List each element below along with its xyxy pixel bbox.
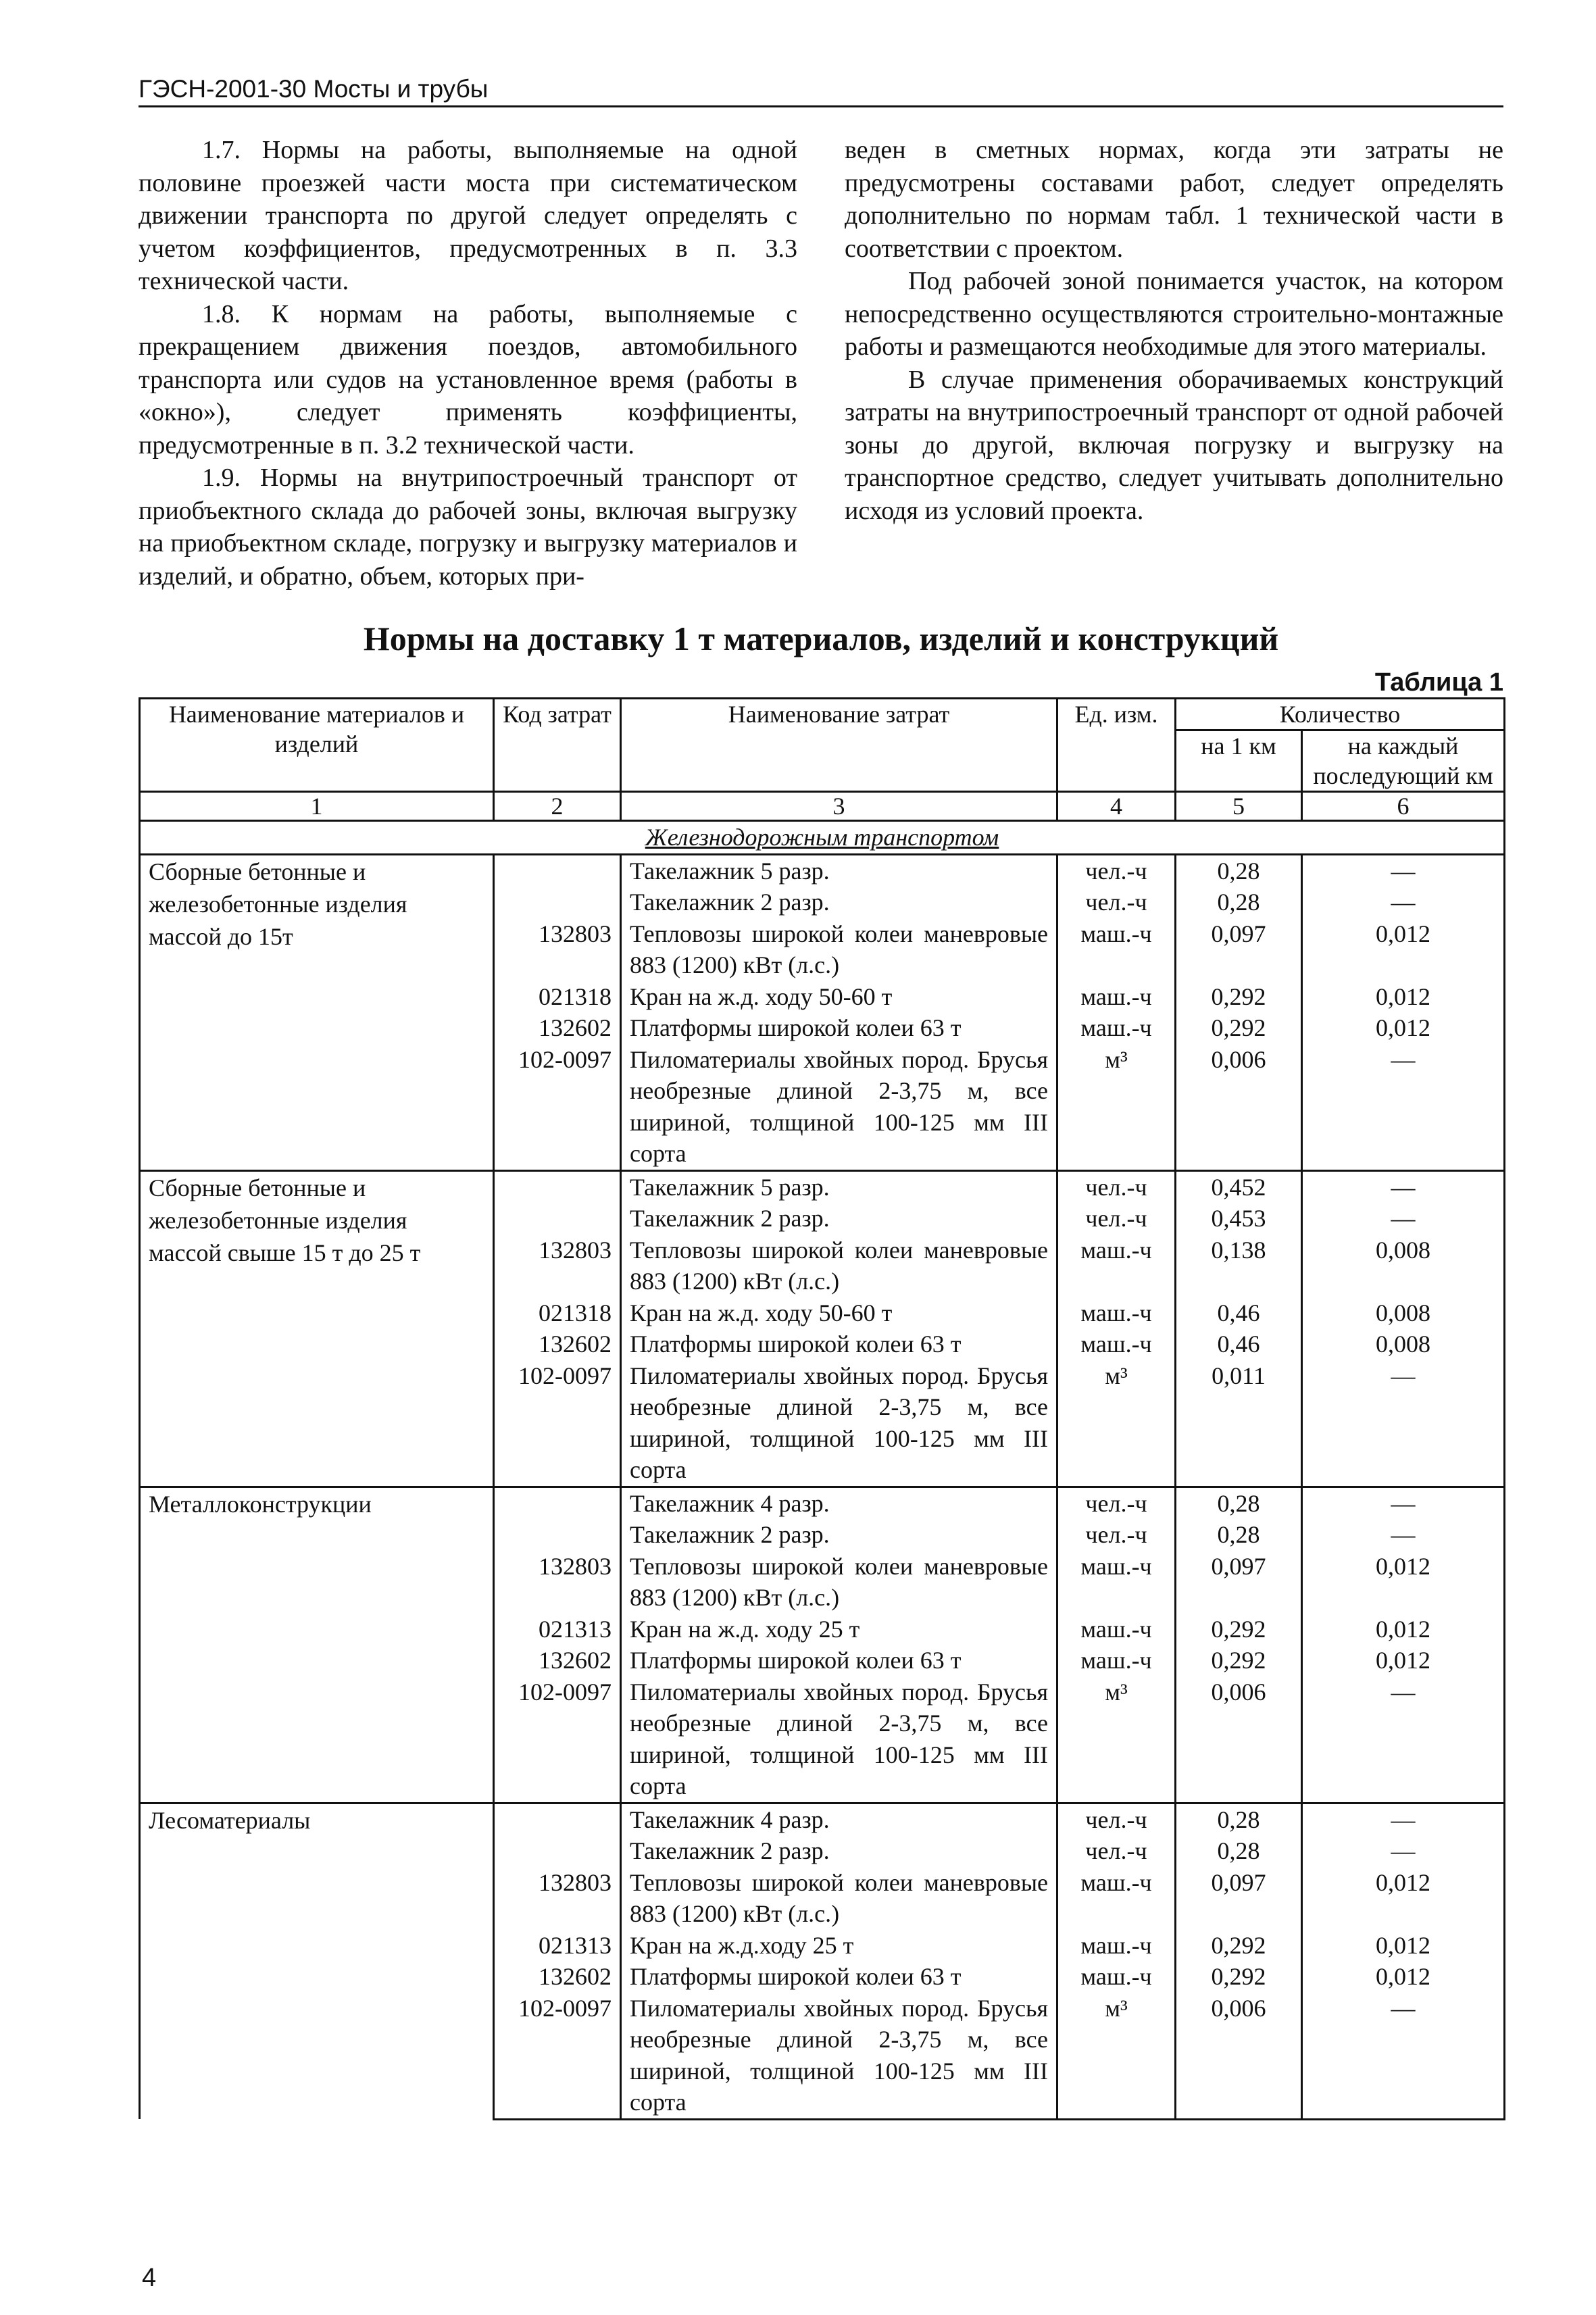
cost-name: Платформы широкой колеи 63 т (621, 1012, 1057, 1044)
quantity-per-next-km: 0,012 (1302, 1645, 1505, 1676)
unit: маш.-ч (1057, 1297, 1176, 1329)
quantity-per-1km: 0,138 (1176, 1235, 1302, 1297)
cost-name: Такелажник 2 разр. (621, 887, 1057, 918)
delivery-norms-table (139, 697, 1505, 2120)
quantity-per-1km: 0,46 (1176, 1297, 1302, 1329)
unit: маш.-ч (1057, 1930, 1176, 1962)
left-column (139, 134, 797, 593)
quantity-per-1km: 0,28 (1176, 887, 1302, 918)
quantity-per-next-km: 0,012 (1302, 1961, 1505, 1993)
cost-code (494, 1835, 621, 1867)
cost-code (494, 1203, 621, 1235)
cost-name: Платформы широкой колеи 63 т (621, 1645, 1057, 1676)
cost-name: Такелажник 4 разр. (621, 1803, 1057, 1835)
unit: маш.-ч (1057, 1645, 1176, 1676)
quantity-per-next-km: 0,008 (1302, 1297, 1505, 1329)
quantity-per-next-km: — (1302, 1360, 1505, 1487)
cost-code: 102-0097 (494, 1676, 621, 1803)
unit: маш.-ч (1057, 1235, 1176, 1297)
cost-name: Пиломатериалы хвойных пород. Брусья необрезные длиной 2-3,75 м, все шириной, толщиной 100-125 мм III сорта (621, 1993, 1057, 2120)
text-columns (139, 134, 1503, 620)
material-group (140, 1803, 1505, 2119)
cost-name: Такелажник 4 разр. (621, 1487, 1057, 1519)
quantity-per-next-km: 0,012 (1302, 918, 1505, 981)
cost-name: Такелажник 2 разр. (621, 1519, 1057, 1551)
cost-code: 102-0097 (494, 1044, 621, 1171)
quantity-per-next-km: — (1302, 854, 1505, 887)
material-name: Лесоматериалы (140, 1803, 494, 2119)
unit: маш.-ч (1057, 1012, 1176, 1044)
quantity-per-1km: 0,292 (1176, 1645, 1302, 1676)
quantity-per-1km: 0,011 (1176, 1360, 1302, 1487)
material-group (140, 1487, 1505, 1803)
cost-code: 021313 (494, 1614, 621, 1645)
cost-code: 132602 (494, 1012, 621, 1044)
column-number: 2 (494, 792, 621, 821)
quantity-per-next-km: — (1302, 1993, 1505, 2120)
section-heading: Железнодорожным транспортом (140, 821, 1505, 855)
quantity-per-1km: 0,292 (1176, 1614, 1302, 1645)
header-cost-name: Наименование затрат (621, 699, 1057, 792)
cost-name: Тепловозы широкой колеи маневровые 883 (1200) кВт (л.с.) (621, 1551, 1057, 1614)
quantity-per-next-km: — (1302, 1044, 1505, 1171)
cost-code: 132602 (494, 1645, 621, 1676)
header-code: Код затрат (494, 699, 621, 792)
quantity-per-1km: 0,006 (1176, 1993, 1302, 2120)
quantity-per-1km: 0,28 (1176, 854, 1302, 887)
cost-name: Пиломатериалы хвойных пород. Брусья необрезные длиной 2-3,75 м, все шириной, толщиной 100-125 мм III сорта (621, 1676, 1057, 1803)
unit: маш.-ч (1057, 1961, 1176, 1993)
quantity-per-next-km: 0,008 (1302, 1235, 1505, 1297)
quantity-per-1km: 0,292 (1176, 1961, 1302, 1993)
table-label: Таблица 1 (1374, 668, 1503, 697)
cost-name: Кран на ж.д. ходу 50-60 т (621, 981, 1057, 1013)
unit: чел.-ч (1057, 1170, 1176, 1203)
table-title: Нормы на доставку 1 т материалов, изделий и конструкций (363, 620, 1279, 657)
unit: м³ (1057, 1044, 1176, 1171)
unit: чел.-ч (1057, 887, 1176, 918)
cost-name: Такелажник 2 разр. (621, 1203, 1057, 1235)
cost-name: Такелажник 2 разр. (621, 1835, 1057, 1867)
unit: маш.-ч (1057, 1328, 1176, 1360)
column-number: 5 (1176, 792, 1302, 821)
table-row (140, 854, 1505, 887)
cost-code: 021318 (494, 1297, 621, 1329)
quantity-per-next-km: 0,012 (1302, 981, 1505, 1013)
header-unit: Ед. изм. (1057, 699, 1176, 792)
quantity-per-next-km: 0,008 (1302, 1328, 1505, 1360)
paragraph-1-9: 1.9. Нормы на внутрипостроечный транспорт от приобъектного склада до рабочей зоны, включая выгрузку на приобъектном складе, погрузку и выгрузку материалов и изделий, и обратно, объем, которых при- (139, 464, 797, 591)
quantity-per-next-km: 0,012 (1302, 1012, 1505, 1044)
material-name: Металлоконструкции (140, 1487, 494, 1803)
quantity-per-1km: 0,452 (1176, 1170, 1302, 1203)
cost-code (494, 1519, 621, 1551)
unit: м³ (1057, 1993, 1176, 2120)
cost-code (494, 1170, 621, 1203)
quantity-per-1km: 0,28 (1176, 1835, 1302, 1867)
cost-name: Тепловозы широкой колеи маневровые 883 (1200) кВт (л.с.) (621, 1235, 1057, 1297)
cost-name: Кран на ж.д. ходу 25 т (621, 1614, 1057, 1645)
cost-code: 132803 (494, 1551, 621, 1614)
cost-code: 021318 (494, 981, 621, 1013)
unit: м³ (1057, 1676, 1176, 1803)
quantity-per-1km: 0,006 (1176, 1676, 1302, 1803)
table-row (140, 1803, 1505, 1835)
page-number: 4 (142, 2264, 157, 2292)
quantity-per-next-km: 0,012 (1302, 1614, 1505, 1645)
quantity-per-1km: 0,292 (1176, 981, 1302, 1013)
quantity-per-next-km: 0,012 (1302, 1930, 1505, 1962)
cost-code (494, 1803, 621, 1835)
column-number: 1 (140, 792, 494, 821)
cost-code: 021313 (494, 1930, 621, 1962)
cost-code: 102-0097 (494, 1993, 621, 2120)
unit: чел.-ч (1057, 1835, 1176, 1867)
cost-name: Такелажник 5 разр. (621, 1170, 1057, 1203)
cost-name: Платформы широкой колеи 63 т (621, 1961, 1057, 1993)
cost-name: Пиломатериалы хвойных пород. Брусья необрезные длиной 2-3,75 м, все шириной, толщиной 100-125 мм III сорта (621, 1360, 1057, 1487)
unit: маш.-ч (1057, 981, 1176, 1013)
cost-code: 132803 (494, 1235, 621, 1297)
cost-code (494, 887, 621, 918)
quantity-per-1km: 0,292 (1176, 1930, 1302, 1962)
unit: маш.-ч (1057, 1551, 1176, 1614)
unit: чел.-ч (1057, 854, 1176, 887)
unit: м³ (1057, 1360, 1176, 1487)
quantity-per-1km: 0,46 (1176, 1328, 1302, 1360)
quantity-per-1km: 0,097 (1176, 1551, 1302, 1614)
material-group (140, 1170, 1505, 1487)
paragraph-1-8: 1.8. К нормам на работы, выполняемые с прекращением движения поездов, автомобильного транспорта или судов на установленное время (работы в «окно»), следует применять коэффициенты, предусмотренные в п. 3.2 технической части. (139, 299, 797, 459)
paragraph-reusable-structures: В случае применения оборачиваемых конструкций затраты на внутрипостроечный транспорт от одной рабочей зоны до другой, включая погрузку и выгрузку на транспортное средство, следует учитывать дополнительно исходя из условий проекта. (845, 365, 1503, 525)
unit: чел.-ч (1057, 1487, 1176, 1519)
cost-name: Тепловозы широкой колеи маневровые 883 (1200) кВт (л.с.) (621, 918, 1057, 981)
running-header: ГЭСН-2001-30 Мосты и трубы (139, 74, 1503, 107)
material-group (140, 854, 1505, 1170)
cost-code: 132803 (494, 918, 621, 981)
material-name: Сборные бетонные и железобетонные изделия массой свыше 15 т до 25 т (140, 1170, 494, 1487)
cost-code (494, 1487, 621, 1519)
unit: чел.-ч (1057, 1519, 1176, 1551)
paragraph-1-7: 1.7. Нормы на работы, выполняемые на одной половине проезжей части моста при систематическом движении транспорта по другой следует определять с учетом коэффициентов, предусмотренных в п. 3.3 технической части. (139, 136, 797, 295)
quantity-per-next-km: — (1302, 1487, 1505, 1519)
unit: маш.-ч (1057, 1867, 1176, 1930)
quantity-per-next-km: — (1302, 1519, 1505, 1551)
paragraph-work-zone: Под рабочей зоной понимается участок, на котором непосредственно осуществляются строительно-монтажные работы и размещаются необходимые для этого материалы. (845, 267, 1503, 361)
quantity-per-1km: 0,292 (1176, 1012, 1302, 1044)
quantity-per-1km: 0,28 (1176, 1803, 1302, 1835)
quantity-per-next-km: — (1302, 1803, 1505, 1835)
table-row (140, 1487, 1505, 1519)
unit: маш.-ч (1057, 918, 1176, 981)
quantity-per-1km: 0,097 (1176, 1867, 1302, 1930)
quantity-per-next-km: — (1302, 1676, 1505, 1803)
quantity-per-1km: 0,006 (1176, 1044, 1302, 1171)
quantity-per-next-km: — (1302, 1203, 1505, 1235)
unit: чел.-ч (1057, 1203, 1176, 1235)
quantity-per-1km: 0,28 (1176, 1487, 1302, 1519)
cost-name: Пиломатериалы хвойных пород. Брусья необрезные длиной 2-3,75 м, все шириной, толщиной 100-125 мм III сорта (621, 1044, 1057, 1171)
unit: маш.-ч (1057, 1614, 1176, 1645)
header-quantity: Количество (1176, 699, 1505, 730)
cost-code: 132602 (494, 1961, 621, 1993)
paragraph-continuation: веден в сметных нормах, когда эти затраты не предусмотрены составами работ, следует определять дополнительно по нормам табл. 1 технической части в соответствии с проектом. (845, 136, 1503, 263)
quantity-per-next-km: — (1302, 887, 1505, 918)
column-number: 3 (621, 792, 1057, 821)
header-material: Наименование материалов и изделий (140, 699, 494, 792)
table-row (140, 1170, 1505, 1203)
material-name: Сборные бетонные и железобетонные изделия массой до 15т (140, 854, 494, 1170)
cost-code: 132602 (494, 1328, 621, 1360)
cost-name: Такелажник 5 разр. (621, 854, 1057, 887)
column-number: 4 (1057, 792, 1176, 821)
quantity-per-1km: 0,28 (1176, 1519, 1302, 1551)
cost-name: Тепловозы широкой колеи маневровые 883 (1200) кВт (л.с.) (621, 1867, 1057, 1930)
header-per-1km: на 1 км (1176, 730, 1302, 792)
quantity-per-1km: 0,453 (1176, 1203, 1302, 1235)
header-per-next-km: на каждый последующий км (1302, 730, 1505, 792)
cost-name: Кран на ж.д.ходу 25 т (621, 1930, 1057, 1962)
unit: чел.-ч (1057, 1803, 1176, 1835)
cost-code (494, 854, 621, 887)
quantity-per-next-km: 0,012 (1302, 1551, 1505, 1614)
cost-name: Платформы широкой колеи 63 т (621, 1328, 1057, 1360)
right-column (845, 134, 1503, 527)
cost-name: Кран на ж.д. ходу 50-60 т (621, 1297, 1057, 1329)
cost-code: 102-0097 (494, 1360, 621, 1487)
quantity-per-next-km: — (1302, 1835, 1505, 1867)
quantity-per-1km: 0,097 (1176, 918, 1302, 981)
column-number: 6 (1302, 792, 1505, 821)
quantity-per-next-km: 0,012 (1302, 1867, 1505, 1930)
cost-code: 132803 (494, 1867, 621, 1930)
quantity-per-next-km: — (1302, 1170, 1505, 1203)
